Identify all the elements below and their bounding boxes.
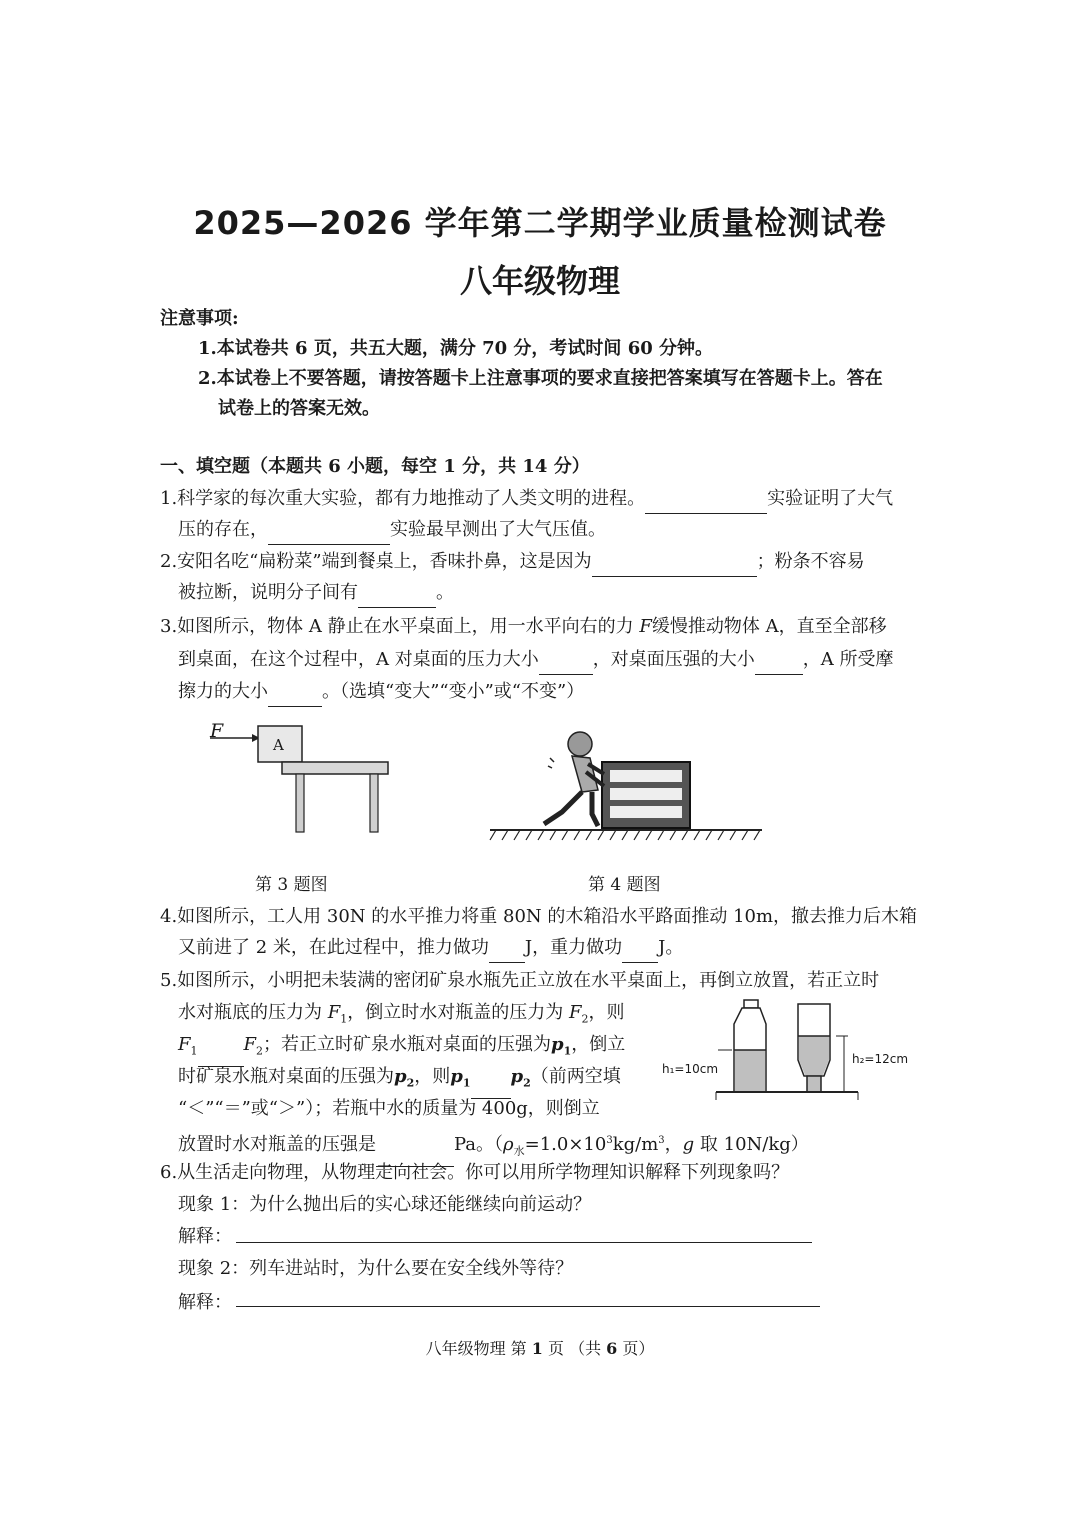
q3-text-e: ，A 所受摩 bbox=[802, 649, 894, 670]
q3-text-a: 3.如图所示，物体 A 静止在水平桌面上，用一水平向右的力 bbox=[160, 616, 640, 637]
notice-heading: 注意事项: bbox=[160, 308, 239, 329]
question-2-line-2 bbox=[178, 578, 454, 608]
question-1-line-2 bbox=[178, 515, 606, 545]
answer-blank[interactable] bbox=[489, 940, 525, 963]
question-4-line-2 bbox=[178, 933, 683, 963]
notice-item-2: 2.本试卷上不要答题，请按答题卡上注意事项的要求直接把答案填写在答题卡上。答在 bbox=[198, 368, 883, 389]
q5-sym-f1: F bbox=[327, 1002, 341, 1023]
table-leg-right bbox=[370, 774, 378, 832]
q5-text-j: Pa。（ bbox=[454, 1134, 504, 1155]
q3-text-f: 擦力的大小 bbox=[178, 681, 268, 702]
q5-sub: 1 bbox=[563, 1044, 572, 1058]
q3-text-d: ，对桌面压强的大小 bbox=[592, 649, 755, 670]
table-leg-left bbox=[296, 774, 304, 832]
footer-text-c: 页） bbox=[617, 1339, 655, 1358]
figure-4-caption: 第 4 题图 bbox=[588, 875, 661, 895]
question-6-phenomenon-1: 现象 1：为什么抛出后的实心球还能继续向前运动？ bbox=[178, 1194, 592, 1215]
q5-text-k: =1.0×10 bbox=[524, 1134, 607, 1155]
q3-force-symbol: F bbox=[639, 616, 652, 637]
q5-text-a: 水对瓶底的压力为 bbox=[178, 1002, 328, 1023]
answer-blank[interactable] bbox=[358, 585, 436, 608]
figure-3-block-label: A bbox=[273, 736, 284, 754]
q4-text-a: 又前进了 2 米，在此过程中，推力做功 bbox=[178, 937, 489, 958]
figure-5-h1-label: h₁=10cm bbox=[662, 1062, 719, 1076]
q5-sub: 1 bbox=[462, 1076, 471, 1090]
question-4-line-1: 4.如图所示，工人用 30N 的水平推力将重 80N 的木箱沿水平路面推动 10m，撤去推力后木箱 bbox=[160, 906, 918, 927]
q5-text-m: ， bbox=[664, 1134, 683, 1155]
ground-hatching bbox=[490, 830, 760, 840]
explain-2-answer-line[interactable] bbox=[236, 1306, 820, 1307]
q5-sym: F bbox=[178, 1034, 191, 1055]
q1-text-b: 实验证明了大气 bbox=[767, 488, 894, 509]
q2-text-c: 被拉断，说明分子间有 bbox=[178, 582, 358, 603]
question-3-line-3 bbox=[178, 677, 584, 707]
q5-sub: 2 bbox=[523, 1076, 531, 1090]
question-6-line-1: 6.从生活走向物理，从物理走向社会。你可以用所学物理知识解释下列现象吗？ bbox=[160, 1162, 790, 1183]
exam-title: 2025—2026 学年第二学期学业质量检测试卷 bbox=[193, 204, 887, 242]
q4-text-c: J。 bbox=[658, 937, 684, 958]
q5-sup: 3 bbox=[606, 1135, 613, 1146]
page-footer bbox=[0, 1336, 1080, 1359]
q5-sym-g: g bbox=[682, 1134, 695, 1155]
footer-page-number: 1 bbox=[531, 1339, 543, 1358]
question-5-line-1: 5.如图所示，小明把未装满的密闭矿泉水瓶先正立放在水平桌面上，再倒立放置，若正立时 bbox=[160, 970, 880, 991]
q5-sym-p1: p bbox=[551, 1034, 564, 1055]
q3-text-c: 到桌面，在这个过程中，A 对桌面的压力大小 bbox=[178, 649, 539, 670]
table-top bbox=[282, 762, 388, 774]
notice-item-1: 1.本试卷共 6 页，共五大题，满分 70 分，考试时间 60 分钟。 bbox=[198, 338, 714, 359]
q5-text-l: kg/m bbox=[612, 1134, 659, 1155]
inverted-bottle bbox=[798, 1004, 830, 1092]
answer-blank[interactable] bbox=[268, 522, 390, 545]
q2-text-a: 2.安阳名吃“扁粉菜”端到餐桌上，香味扑鼻，这是因为 bbox=[160, 551, 592, 572]
q5-sub: 1 bbox=[190, 1044, 198, 1058]
footer-text-a: 八年级物理 第 bbox=[425, 1339, 532, 1358]
q5-text-n: 取 10N/kg） bbox=[694, 1134, 809, 1155]
upright-bottle bbox=[734, 1000, 766, 1092]
q1-text-d: 实验最早测出了大气压值。 bbox=[390, 519, 606, 540]
q5-sym-p2: p bbox=[394, 1066, 407, 1087]
q5-sym-p2: p bbox=[510, 1066, 524, 1087]
q5-sub: 水 bbox=[513, 1144, 525, 1158]
question-2-line-1 bbox=[160, 547, 865, 577]
question-6-explain-2-label: 解释： bbox=[178, 1292, 232, 1313]
worker bbox=[544, 732, 604, 826]
q5-text-h: （前两空填 bbox=[530, 1066, 621, 1087]
answer-blank[interactable] bbox=[645, 491, 767, 514]
q5-sub: 2 bbox=[406, 1076, 415, 1090]
answer-blank[interactable] bbox=[539, 652, 593, 675]
q5-text-d: ；若正立时矿泉水瓶对桌面的压强为 bbox=[263, 1034, 551, 1055]
q5-text-i: 放置时水对瓶盖的压强是 bbox=[178, 1134, 376, 1155]
q5-text-f: 时矿泉水瓶对桌面的压强为 bbox=[178, 1066, 394, 1087]
q1-text-c: 压的存在， bbox=[178, 519, 268, 540]
q5-sup: 3 bbox=[658, 1135, 665, 1146]
q5-text-g: ，则 bbox=[414, 1066, 451, 1087]
q5-sym-f2: F bbox=[568, 1002, 582, 1023]
question-5-line-5: “＜”“＝”或“＞”）；若瓶中水的质量为 400g，则倒立 bbox=[178, 1098, 600, 1119]
q5-text-c: ，则 bbox=[588, 1002, 625, 1023]
exam-subject: 八年级物理 bbox=[459, 262, 620, 300]
answer-blank[interactable] bbox=[592, 554, 757, 577]
question-3-line-2 bbox=[178, 645, 893, 675]
section-heading: 一、填空题（本题共 6 小题，每空 1 分，共 14 分） bbox=[160, 456, 590, 477]
q5-text-e: ，倒立 bbox=[571, 1034, 626, 1055]
figure-5-bottles bbox=[712, 996, 862, 1104]
question-6-phenomenon-2: 现象 2：列车进站时，为什么要在安全线外等待？ bbox=[178, 1258, 574, 1279]
figure-3-caption: 第 3 题图 bbox=[255, 875, 328, 895]
notice-item-2-cont: 试卷上的答案无效。 bbox=[218, 398, 380, 419]
q2-text-d: 。 bbox=[436, 582, 454, 603]
footer-text-b: 页 （共 bbox=[542, 1339, 607, 1358]
crate bbox=[602, 762, 690, 828]
q4-text-b: J，重力做功 bbox=[524, 937, 623, 958]
figure-3-force-label: F bbox=[210, 720, 224, 742]
q5-sub: 2 bbox=[581, 1012, 589, 1026]
figure-4-worker-crate bbox=[488, 720, 764, 844]
answer-blank[interactable] bbox=[268, 684, 322, 707]
sweat-marks bbox=[548, 758, 554, 768]
figure-5-h2-label: h₂=12cm bbox=[852, 1052, 909, 1066]
q2-text-b: ；粉条不容易 bbox=[756, 551, 865, 572]
answer-blank[interactable] bbox=[755, 652, 803, 675]
q5-text-b: ，倒立时水对瓶盖的压力为 bbox=[347, 1002, 569, 1023]
q5-sub: 1 bbox=[340, 1012, 348, 1026]
answer-blank[interactable] bbox=[622, 940, 658, 963]
q5-sub: 2 bbox=[256, 1044, 263, 1058]
q5-sym-rho: ρ bbox=[503, 1134, 514, 1155]
q5-sym-p1: p bbox=[450, 1066, 463, 1087]
q1-text-a: 1.科学家的每次重大实验，都有力地推动了人类文明的进程。 bbox=[160, 488, 646, 509]
q5-sym: F bbox=[243, 1034, 256, 1055]
question-6-explain-1-label: 解释： bbox=[178, 1226, 232, 1247]
figure-3-table-block bbox=[200, 718, 400, 838]
question-1-line-1 bbox=[160, 484, 893, 514]
explain-1-answer-line[interactable] bbox=[236, 1242, 812, 1243]
q3-text-g: 。（选填“变大”“变小”或“不变”） bbox=[322, 681, 585, 702]
question-3-line-1 bbox=[160, 612, 887, 642]
footer-total-pages: 6 bbox=[606, 1339, 618, 1358]
q3-text-b: 缓慢推动物体 A，直至全部移 bbox=[651, 616, 887, 637]
